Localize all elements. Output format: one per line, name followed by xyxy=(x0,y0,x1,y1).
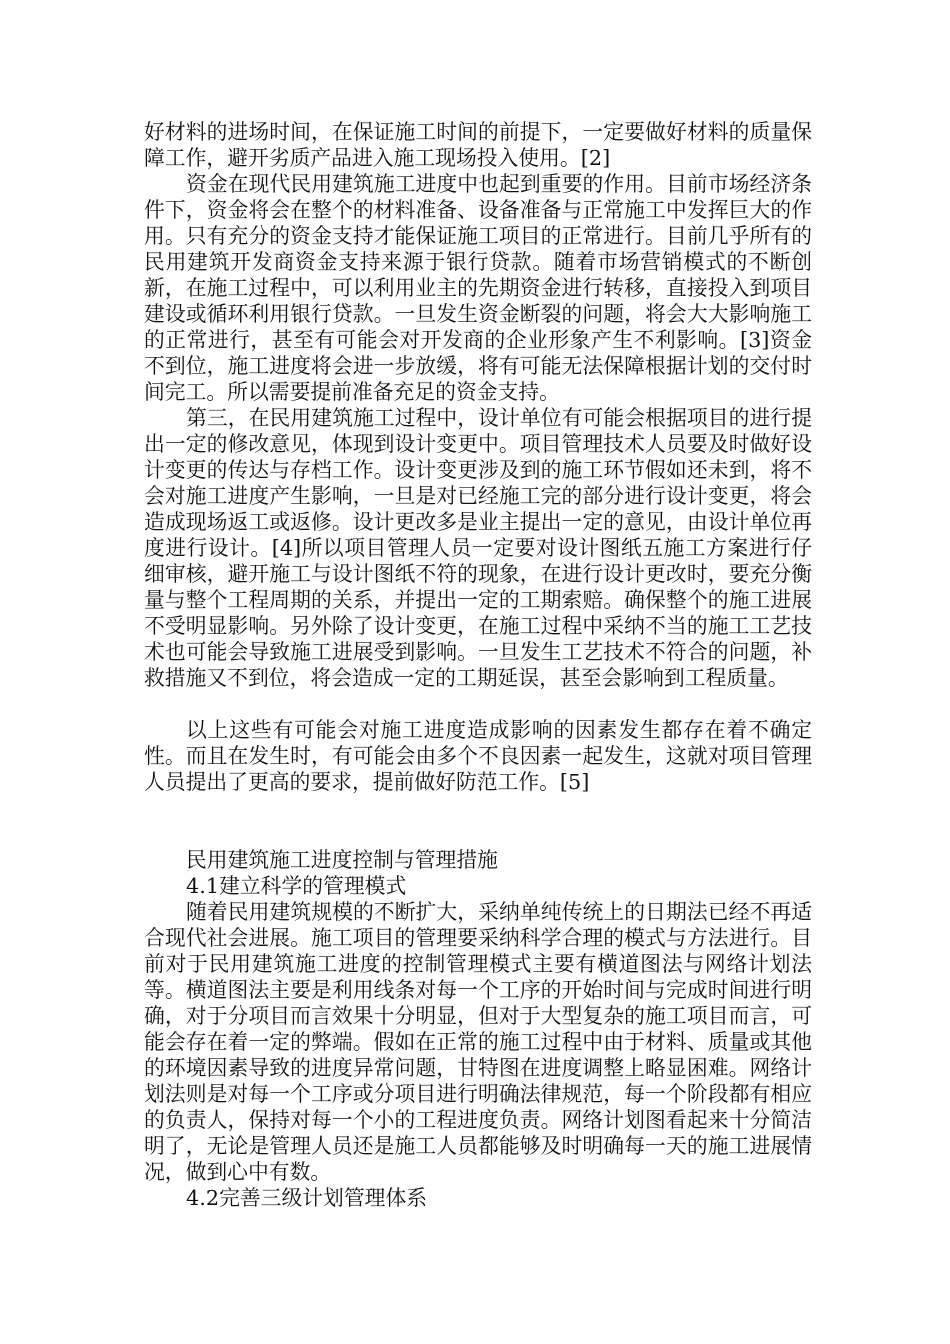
paragraph-management-model: 随着民用建筑规模的不断扩大，采纳单纯传统上的日期法已经不再适合现代社会进展。施工项目的管理要采纳科学合理的模式与方法进行。目前对于民用建筑施工进度的控制管理模式主要有横道图法与网络计划法等。横道图法主要是利用线条对每一个工序的开始时间与完成时间进行明确，对于分项目而言效果十分明显，但对于大型复杂的施工项目而言，可能会存在着一定的弊端。假如在正常的施工过程中由于材料、质量或其他的环境因素导致的进度异常问题，甘特图在进度调整上略显困难。网络计划法则是对每一个工序或分项目进行明确法律规范，每一个阶段都有相应的负责人，保持对每一个小的工程进度负责。网络计划图看起来十分简洁明了，无论是管理人员还是施工人员都能够及时明确每一天的施工进展情况，做到心中有数。 xyxy=(144,900,812,1184)
section-heading: 民用建筑施工进度控制与管理措施 xyxy=(186,848,498,872)
paragraph-funding: 资金在现代民用建筑施工进度中也起到重要的作用。目前市场经济条件下，资金将会在整个的材料准备、设备准备与正常施工中发挥巨大的作用。只有充分的资金支持才能保证施工项目的正常进行。目前几乎所有的民用建筑开发商资金支持来源于银行贷款。随着市场营销模式的不断创新，在施工过程中，可以利用业主的先期资金进行转移，直接投入到项目建设或循环利用银行贷款。一旦发生资金断裂的问题，将会大大影响施工的正常进行，甚至有可能会对开发商的企业形象产生不利影响。[3]资金不到位，施工进度将会进一步放缓，将有可能无法保障根据计划的交付时间完工。所以需要提前准备充足的资金支持。 xyxy=(144,172,812,404)
paragraph-spacer xyxy=(144,691,812,717)
paragraph-spacer xyxy=(144,795,812,821)
paragraph-materials-continued: 好材料的进场时间，在保证施工时间的前提下，一定要做好材料的质量保障工作，避开劣质产品进入施工现场投入使用。[2] xyxy=(144,120,812,170)
document-body xyxy=(144,119,812,1211)
subsection-heading-4-1: 4.1建立科学的管理模式 xyxy=(186,874,407,898)
paragraph-uncertainty: 以上这些有可能会对施工进度造成影响的因素发生都存在着不确定性。而且在发生时，有可能会由多个不良因素一起发生，这就对项目管理人员提出了更高的要求，提前做好防范工作。[5] xyxy=(144,718,812,794)
paragraph-design-changes: 第三，在民用建筑施工过程中，设计单位有可能会根据项目的进行提出一定的修改意见，体现到设计变更中。项目管理技术人员要及时做好设计变更的传达与存档工作。设计变更涉及到的施工环节假如还未到，将不会对施工进度产生影响，一旦是对已经施工完的部分进行设计变更，将会造成现场返工或返修。设计更改多是业主提出一定的意见，由设计单位再度进行设计。[4]所以项目管理人员一定要对设计图纸五施工方案进行仔细审核，避开施工与设计图纸不符的现象，在进行设计更改时，要充分衡量与整个工程周期的关系，并提出一定的工期索赔。确保整个的施工进展不受明显影响。另外除了设计变更，在施工过程中采纳不当的施工工艺技术也可能会导致施工进展受到影响。一旦发生工艺技术不符合的问题，补救措施又不到位，将会造成一定的工期延误，甚至会影响到工程质量。 xyxy=(144,406,812,690)
paragraph-spacer xyxy=(144,821,812,847)
subsection-heading-4-2: 4.2完善三级计划管理体系 xyxy=(186,1186,428,1210)
